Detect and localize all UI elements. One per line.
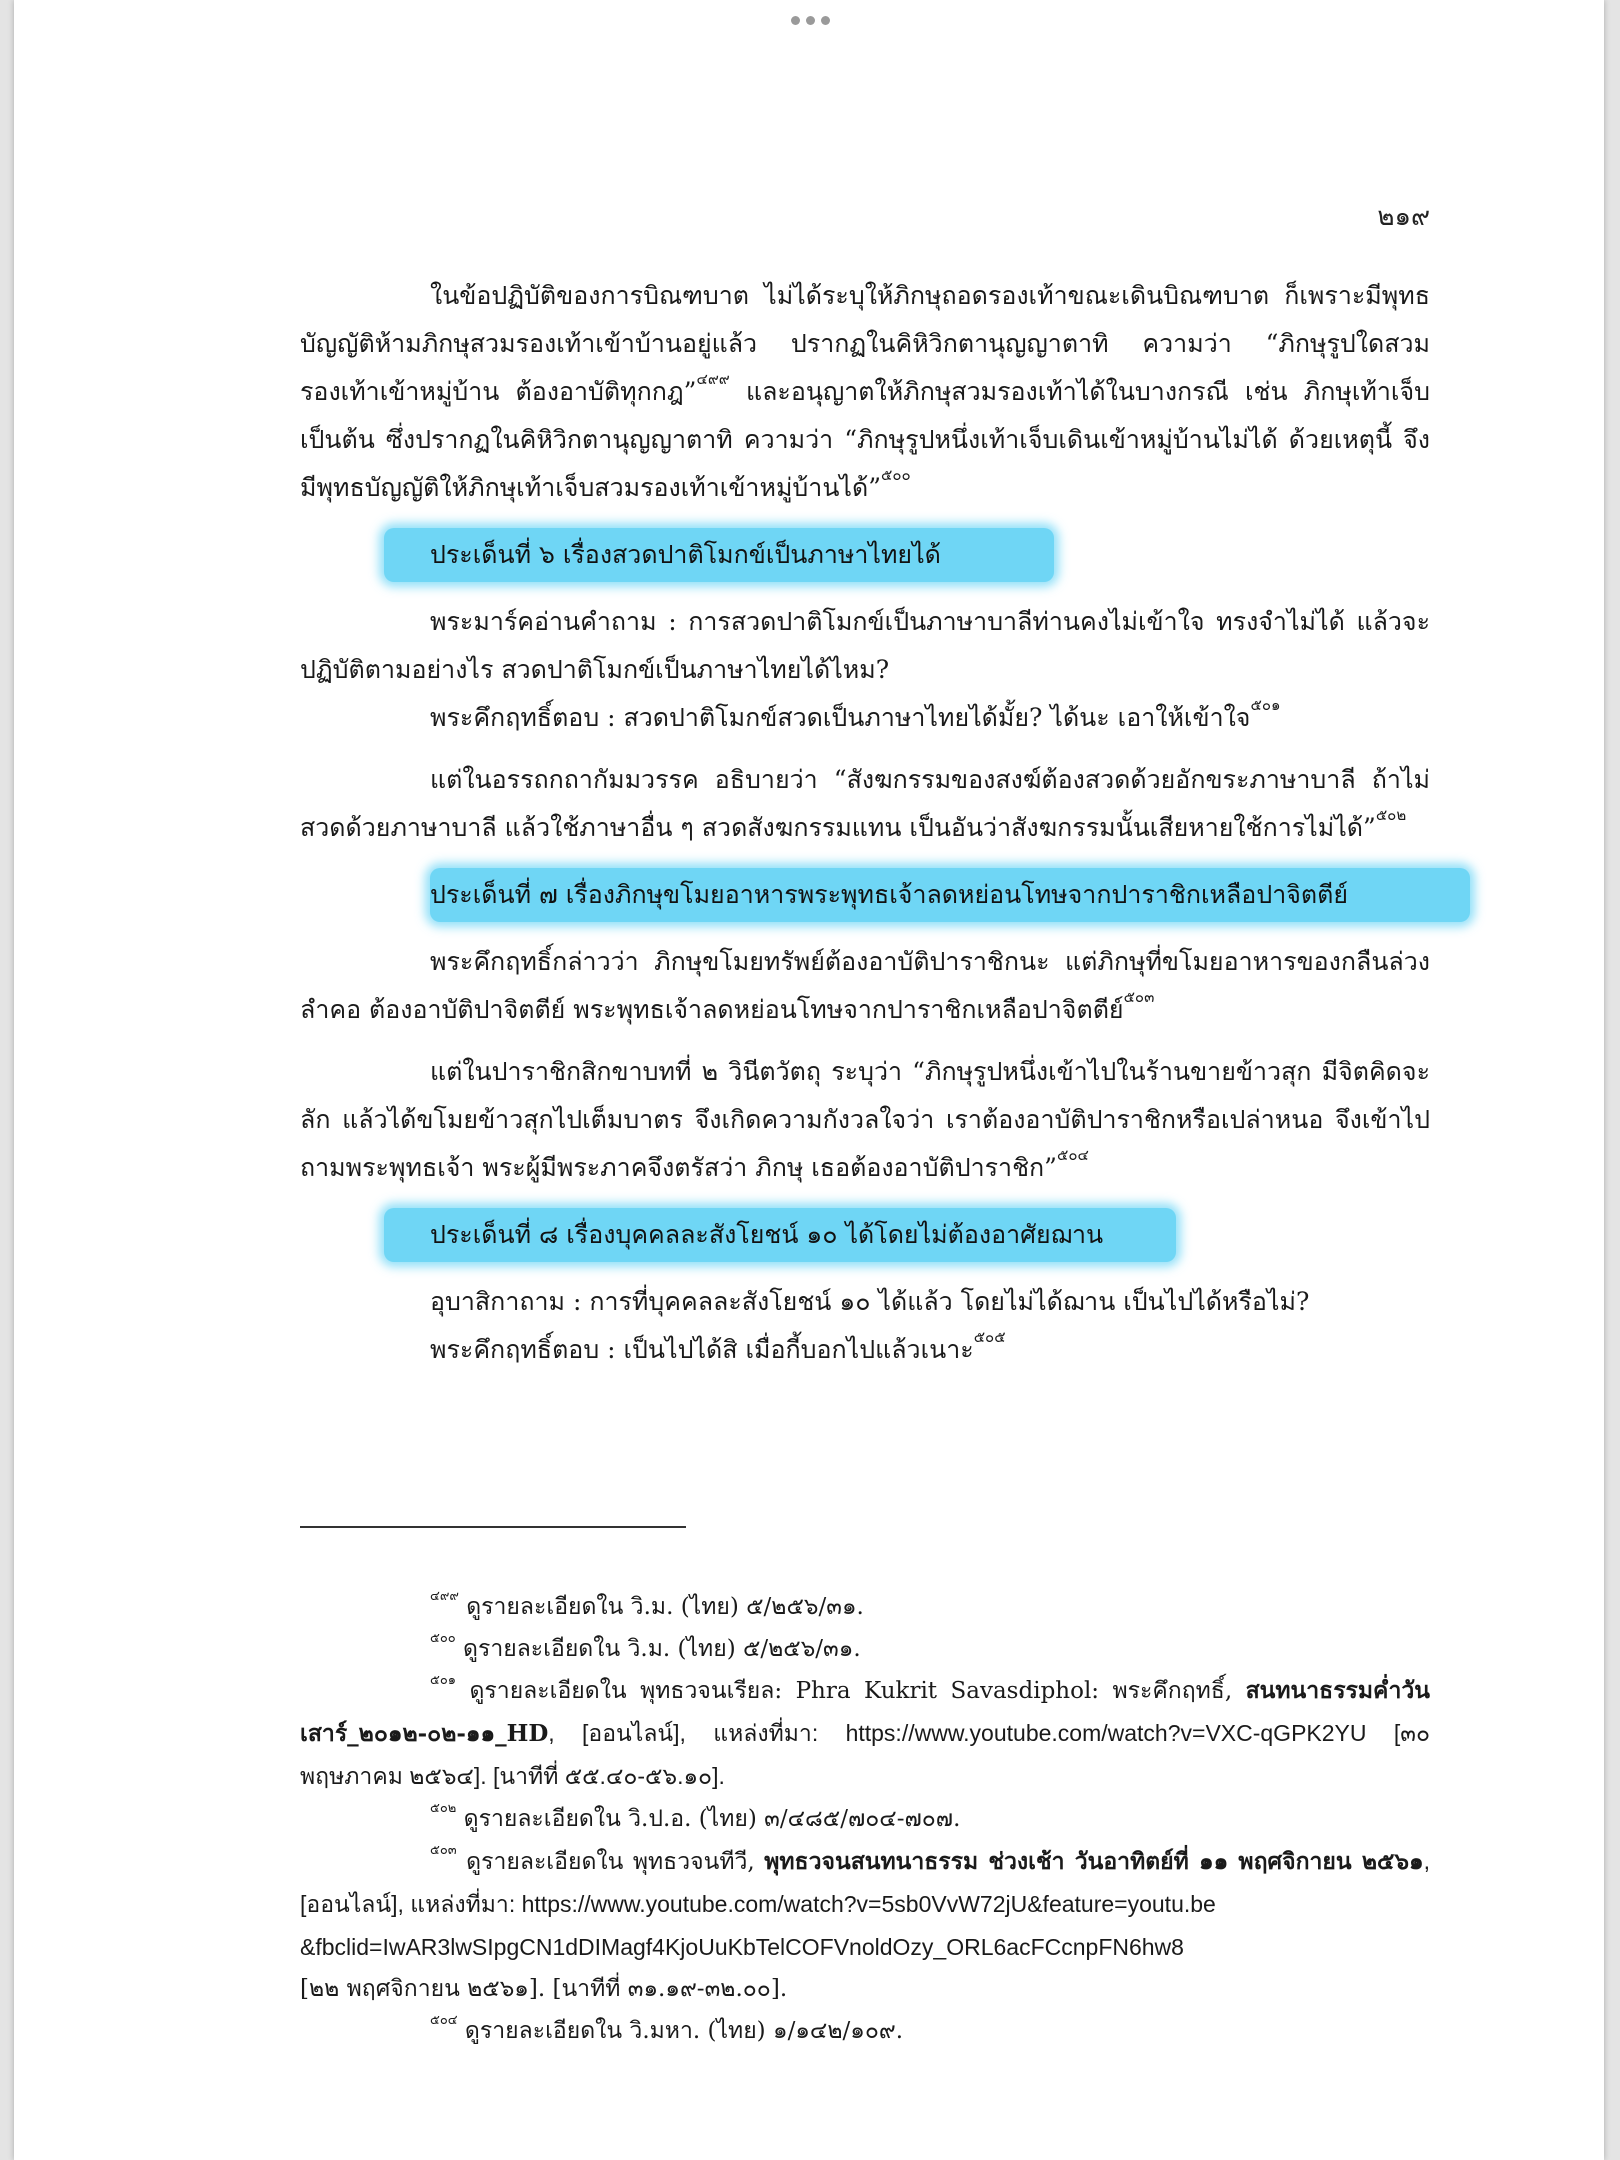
footnote-ref[interactable]: ๕๐๔ [1056, 1146, 1089, 1164]
issue-heading-6: ประเด็นที่ ๖ เรื่องสวดปาติโมกข์เป็นภาษาไทยได้ [300, 524, 1430, 586]
footnote-504: $^{๕๐๔}$ ดูรายละเอียดใน วิ.มหา. (ไทย) ๑/๑๔๒/๑๐๙. [430, 2013, 904, 2044]
issue-heading-8: ประเด็นที่ ๘ เรื่องบุคคลละสังโยชน์ ๑๐ ได้โดยไม่ต้องอาศัยฌาน [300, 1204, 1430, 1266]
paragraph-parajika: แต่ในปาราชิกสิกขาบทที่ ๒ วินีตวัตถุ ระบุว่า “ภิกษุรูปหนึ่งเข้าไปในร้านขายข้าวสุก มีจิตคิดจะลัก แล้วได้ขโมยข้าวสุกไปเต็มบาตร จึงเกิดความกังวลใจว่า เราต้องอาบัติปาราชิกหรือเปล่าหนอ จึงเข้าไปถามพระพุทธเจ้า พระผู้มีพระภาคจึงตรัสว่า ภิกษุ เธอต้องอาบัติปาราชิก”$^{๕๐๔}$ [300, 1057, 1430, 1182]
paragraph-sandals: ในข้อปฏิบัติของการบิณฑบาต ไม่ได้ระบุให้ภิกษุถอดรองเท้าขณะเดินบิณฑบาต ก็เพราะมีพุทธบัญญัติห้ามภิกษุสวมรองเท้าเข้าบ้านอยู่แล้ว ปรากฏในคิหิวิกตานุญญาตาทิ ความว่า “ภิกษุรูปใดสวมรองเท้าเข้าหมู่บ้าน ต้องอาบัติทุกกฎ”$^{๔๙๙}$ และอนุญาตให้ภิกษุสวมรองเท้าได้ในบางกรณี เช่น ภิกษุเท้าเจ็บ เป็นต้น ซึ่งปรากฏในคิหิวิกตานุญญาตาทิ ความว่า “ภิกษุรูปหนึ่งเท้าเจ็บเดินเข้าหมู่บ้านไม่ได้ ด้วยเหตุนี้ จึงมีพุทธบัญญัติให้ภิกษุเท้าเจ็บสวมรองเท้าเข้าหมู่บ้านได้”$^{๕๐๐}$ [300, 281, 1430, 502]
footnote-ref[interactable]: ๕๐๓ [1123, 988, 1155, 1006]
footnote-ref[interactable]: ๕๐๑ [1250, 696, 1281, 714]
footnote-503-url-cont[interactable]: &fbclid=IwAR3lwSIpgCN1dDIMagf4KjoUuKbTelCOFVnoldOzy_ORL6acFCcnpFN6hw8 [300, 1934, 1184, 1960]
qa-question: อุบาสิกาถาม : การที่บุคคลละสังโยชน์ ๑๐ ได้แล้ว โดยไม่ได้ฌาน เป็นไปได้หรือไม่? [430, 1287, 1310, 1316]
qa-answer: พระคึกฤทธิ์ตอบ : เป็นไปได้สิ เมื่อกี้บอกไปแล้วเนาะ$^{๕๐๕}$ [430, 1328, 1006, 1364]
paragraph-theft: พระคึกฤทธิ์กล่าวว่า ภิกษุขโมยทรัพย์ต้องอาบัติปาราชิกนะ แต่ภิกษุที่ขโมยอาหารของกลืนล่วงลำคอ ต้องอาบัติปาจิตตีย์ พระพุทธเจ้าลดหย่อนโทษจากปาราชิกเหลือปาจิตตีย์$^{๕๐๓}$ [300, 947, 1430, 1024]
document-page [14, 0, 1604, 2160]
footnote-500: $^{๕๐๐}$ ดูรายละเอียดใน วิ.ม. (ไทย) ๕/๒๕๖/๓๑. [430, 1631, 861, 1662]
qa-answer: พระคึกฤทธิ์ตอบ : สวดปาติโมกข์สวดเป็นภาษาไทยได้มั้ย? ได้นะ เอาให้เข้าใจ$^{๕๐๑}$ [430, 696, 1281, 732]
page-number: ๒๑๙ [1377, 202, 1430, 232]
footnote-ref[interactable]: ๕๐๕ [973, 1328, 1006, 1346]
footnote-ref[interactable]: ๕๐๒ [1375, 806, 1407, 824]
more-options-icon[interactable] [780, 10, 840, 30]
qa-question: พระมาร์คอ่านคำถาม : การสวดปาติโมกข์เป็นภาษาบาลีท่านคงไม่เข้าใจ ทรงจำไม่ได้ แล้วจะปฏิบัติตามอย่างไร สวดปาติโมกข์เป็นภาษาไทยได้ไหม? [300, 607, 1430, 684]
footnote-501: $^{๕๐๑}$ ดูรายละเอียดใน พุทธวจนเรียล: Phra Kukrit Savasdiphol: พระคึกฤทธิ์, สนทนาธรรมค่ำวันเสาร์_๒๐๑๒-๐๒-๑๑_HD, [ออนไลน์], แหล่งที่มา: https://www.youtube.com/watch?v=VXC-qGPK2YU [๓๐ พฤษภาคม ๒๕๖๔]. [นาทีที่ ๕๕.๔๐-๕๖.๑๐]. [300, 1673, 1430, 1789]
footnotes [300, 1586, 1430, 2052]
paragraph-commentary: แต่ในอรรถกถากัมมวรรค อธิบายว่า “สังฆกรรมของสงฆ์ต้องสวดด้วยอักขระภาษาบาลี ถ้าไม่สวดด้วยภาษาบาลี แล้วใช้ภาษาอื่น ๆ สวดสังฆกรรมแทน เป็นอันว่าสังฆกรรมนั้นเสียหายใช้การไม่ได้”$^{๕๐๒}$ [300, 765, 1430, 842]
footnote-503-date: [๒๒ พฤศจิกายน ๒๕๖๑]. [นาทีที่ ๓๑.๑๙-๓๒.๐๐]. [300, 1976, 788, 2002]
page-body [300, 272, 1430, 1374]
footnote-503: $^{๕๐๓}$ ดูรายละเอียดใน พุทธวจนทีวี, พุทธวจนสนทนาธรรม ช่วงเช้า วันอาทิตย์ที่ ๑๑ พฤศจิกายน ๒๕๖๑, [ออนไลน์], แหล่งที่มา: https://www.youtube.com/watch?v=5sb0VvW72jU&feature=youtu.be [300, 1843, 1430, 1917]
footnote-ref[interactable]: ๕๐๐ [881, 466, 911, 484]
footnote-499: $^{๔๙๙}$ ดูรายละเอียดใน วิ.ม. (ไทย) ๕/๒๕๖/๓๑. [430, 1589, 864, 1620]
footnote-ref[interactable]: ๔๙๙ [696, 370, 730, 388]
footnote-502: $^{๕๐๒}$ ดูรายละเอียดใน วิ.ป.อ. (ไทย) ๓/๔๘๕/๗๐๔-๗๐๗. [430, 1801, 961, 1832]
footnote-divider [300, 1526, 686, 1528]
issue-heading-7: ประเด็นที่ ๗ เรื่องภิกษุขโมยอาหารพระพุทธเจ้าลดหย่อนโทษจากปาราชิกเหลือปาจิตตีย์ [300, 864, 1430, 926]
